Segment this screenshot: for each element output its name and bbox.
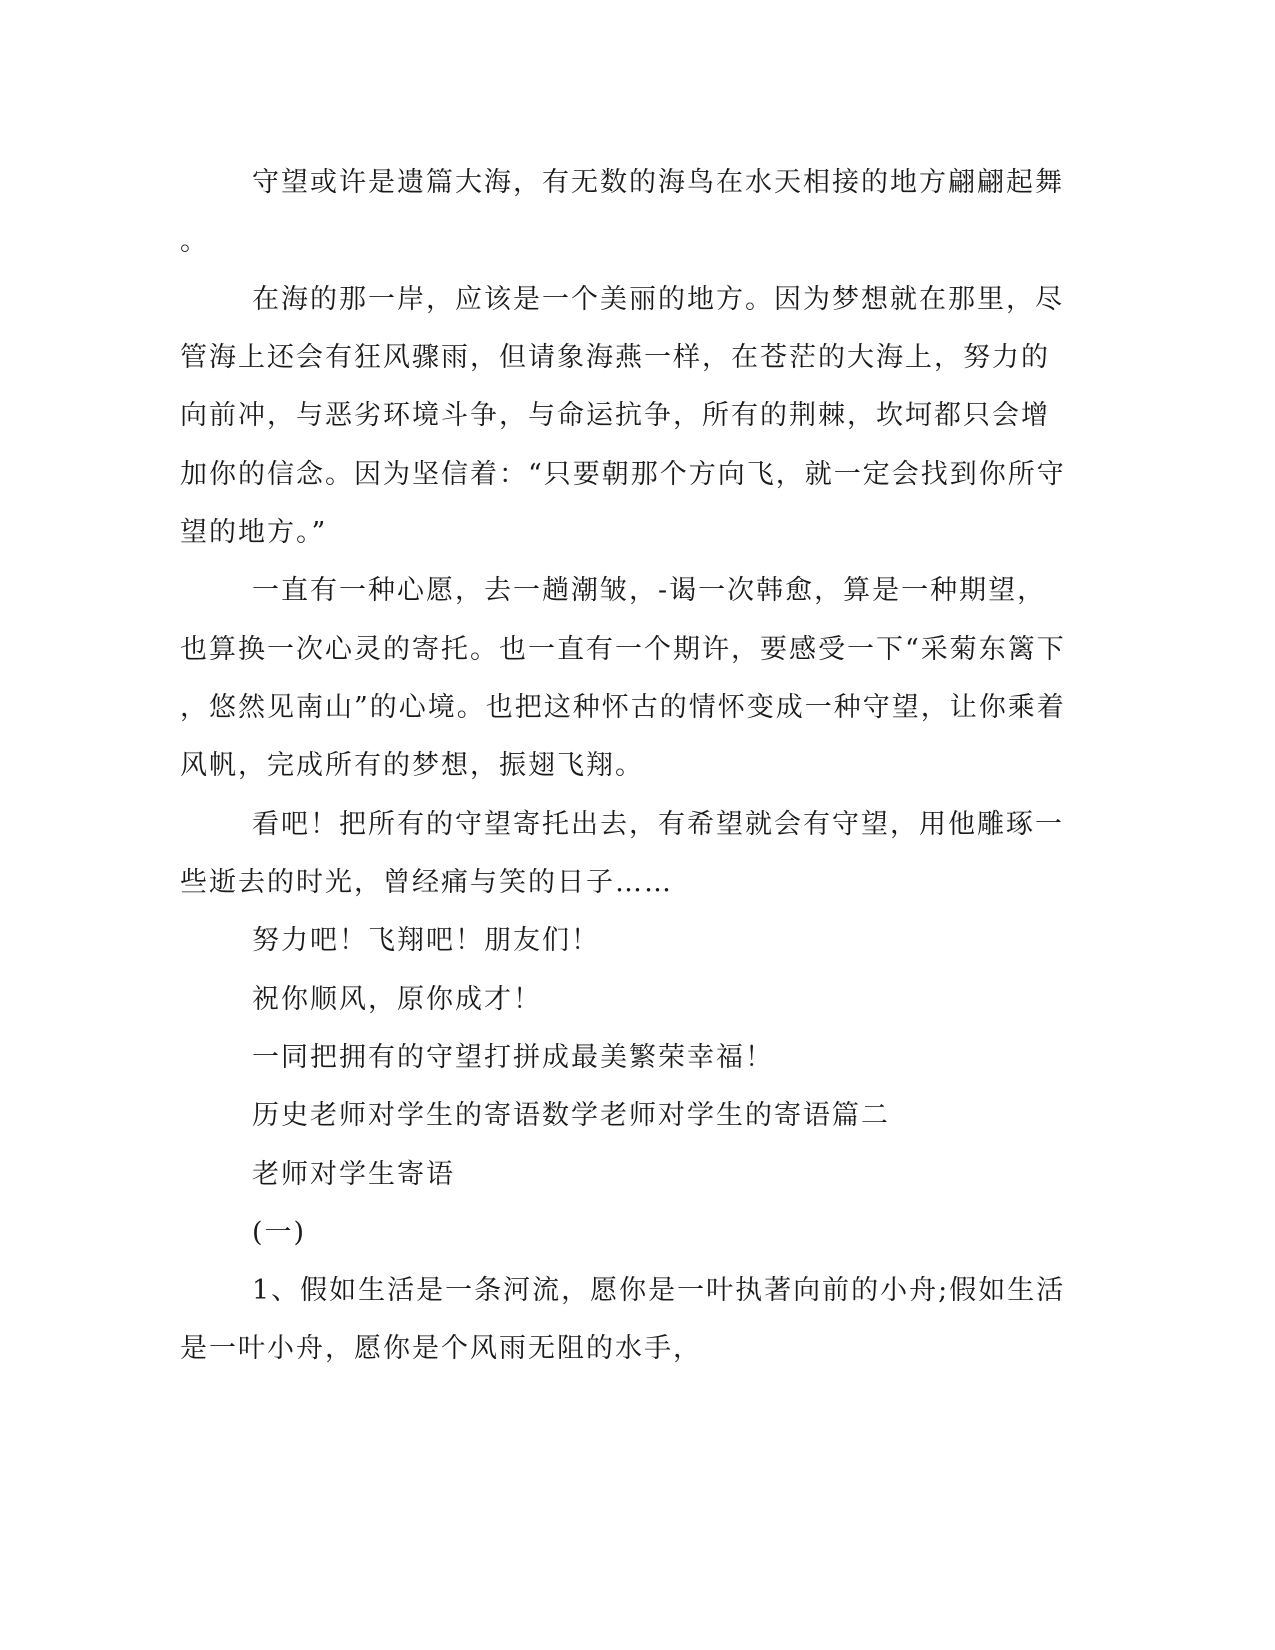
text-line: 守望或许是遗篇大海，有无数的海鸟在水天相接的地方翩翩起舞 bbox=[252, 167, 1064, 198]
text-line: 老师对学生寄语 bbox=[252, 1159, 455, 1190]
text-line: 一同把拥有的守望打拼成最美繁荣幸福！ bbox=[252, 1042, 774, 1073]
text-line: 。 bbox=[180, 226, 209, 257]
text-line: 是一叶小舟，愿你是个风雨无阻的水手， bbox=[180, 1333, 702, 1364]
text-line: 望的地方。” bbox=[180, 517, 328, 548]
text-line: 风帆，完成所有的梦想，振翅飞翔。 bbox=[180, 750, 644, 781]
text-line: 管海上还会有狂风骤雨，但请象海燕一样，在苍茫的大海上，努力的 bbox=[180, 342, 1050, 373]
text-line: 些逝去的时光，曾经痛与笑的日子…… bbox=[180, 867, 673, 898]
text-line: 1、假如生活是一条河流，愿你是一叶执著向前的小舟;假如生活 bbox=[252, 1275, 1066, 1306]
text-line: ，悠然见南山”的心境。也把这种怀古的情怀变成一种守望，让你乘着 bbox=[180, 692, 1066, 723]
text-line: 历史老师对学生的寄语数学老师对学生的寄语篇二 bbox=[252, 1100, 890, 1131]
text-line: 一直有一种心愿，去一趟潮皱，-谒一次韩愈，算是一种期望， bbox=[252, 575, 1047, 606]
text-line: 祝你顺风，原你成才！ bbox=[252, 984, 542, 1015]
text-line: 加你的信念。因为坚信着：“只要朝那个方向飞，就一定会找到你所守 bbox=[180, 459, 1066, 490]
text-line: (一) bbox=[252, 1217, 307, 1248]
text-line: 向前冲，与恶劣环境斗争，与命运抗争，所有的荆棘，坎坷都只会增 bbox=[180, 400, 1050, 431]
text-line: 也算换一次心灵的寄托。也一直有一个期许，要感受一下“采菊东篱下 bbox=[180, 634, 1066, 665]
text-line: 在海的那一岸，应该是一个美丽的地方。因为梦想就在那里，尽 bbox=[252, 284, 1064, 315]
text-line: 看吧！把所有的守望寄托出去，有希望就会有守望，用他雕琢一 bbox=[252, 809, 1064, 840]
text-line: 努力吧！飞翔吧！朋友们！ bbox=[252, 925, 600, 956]
